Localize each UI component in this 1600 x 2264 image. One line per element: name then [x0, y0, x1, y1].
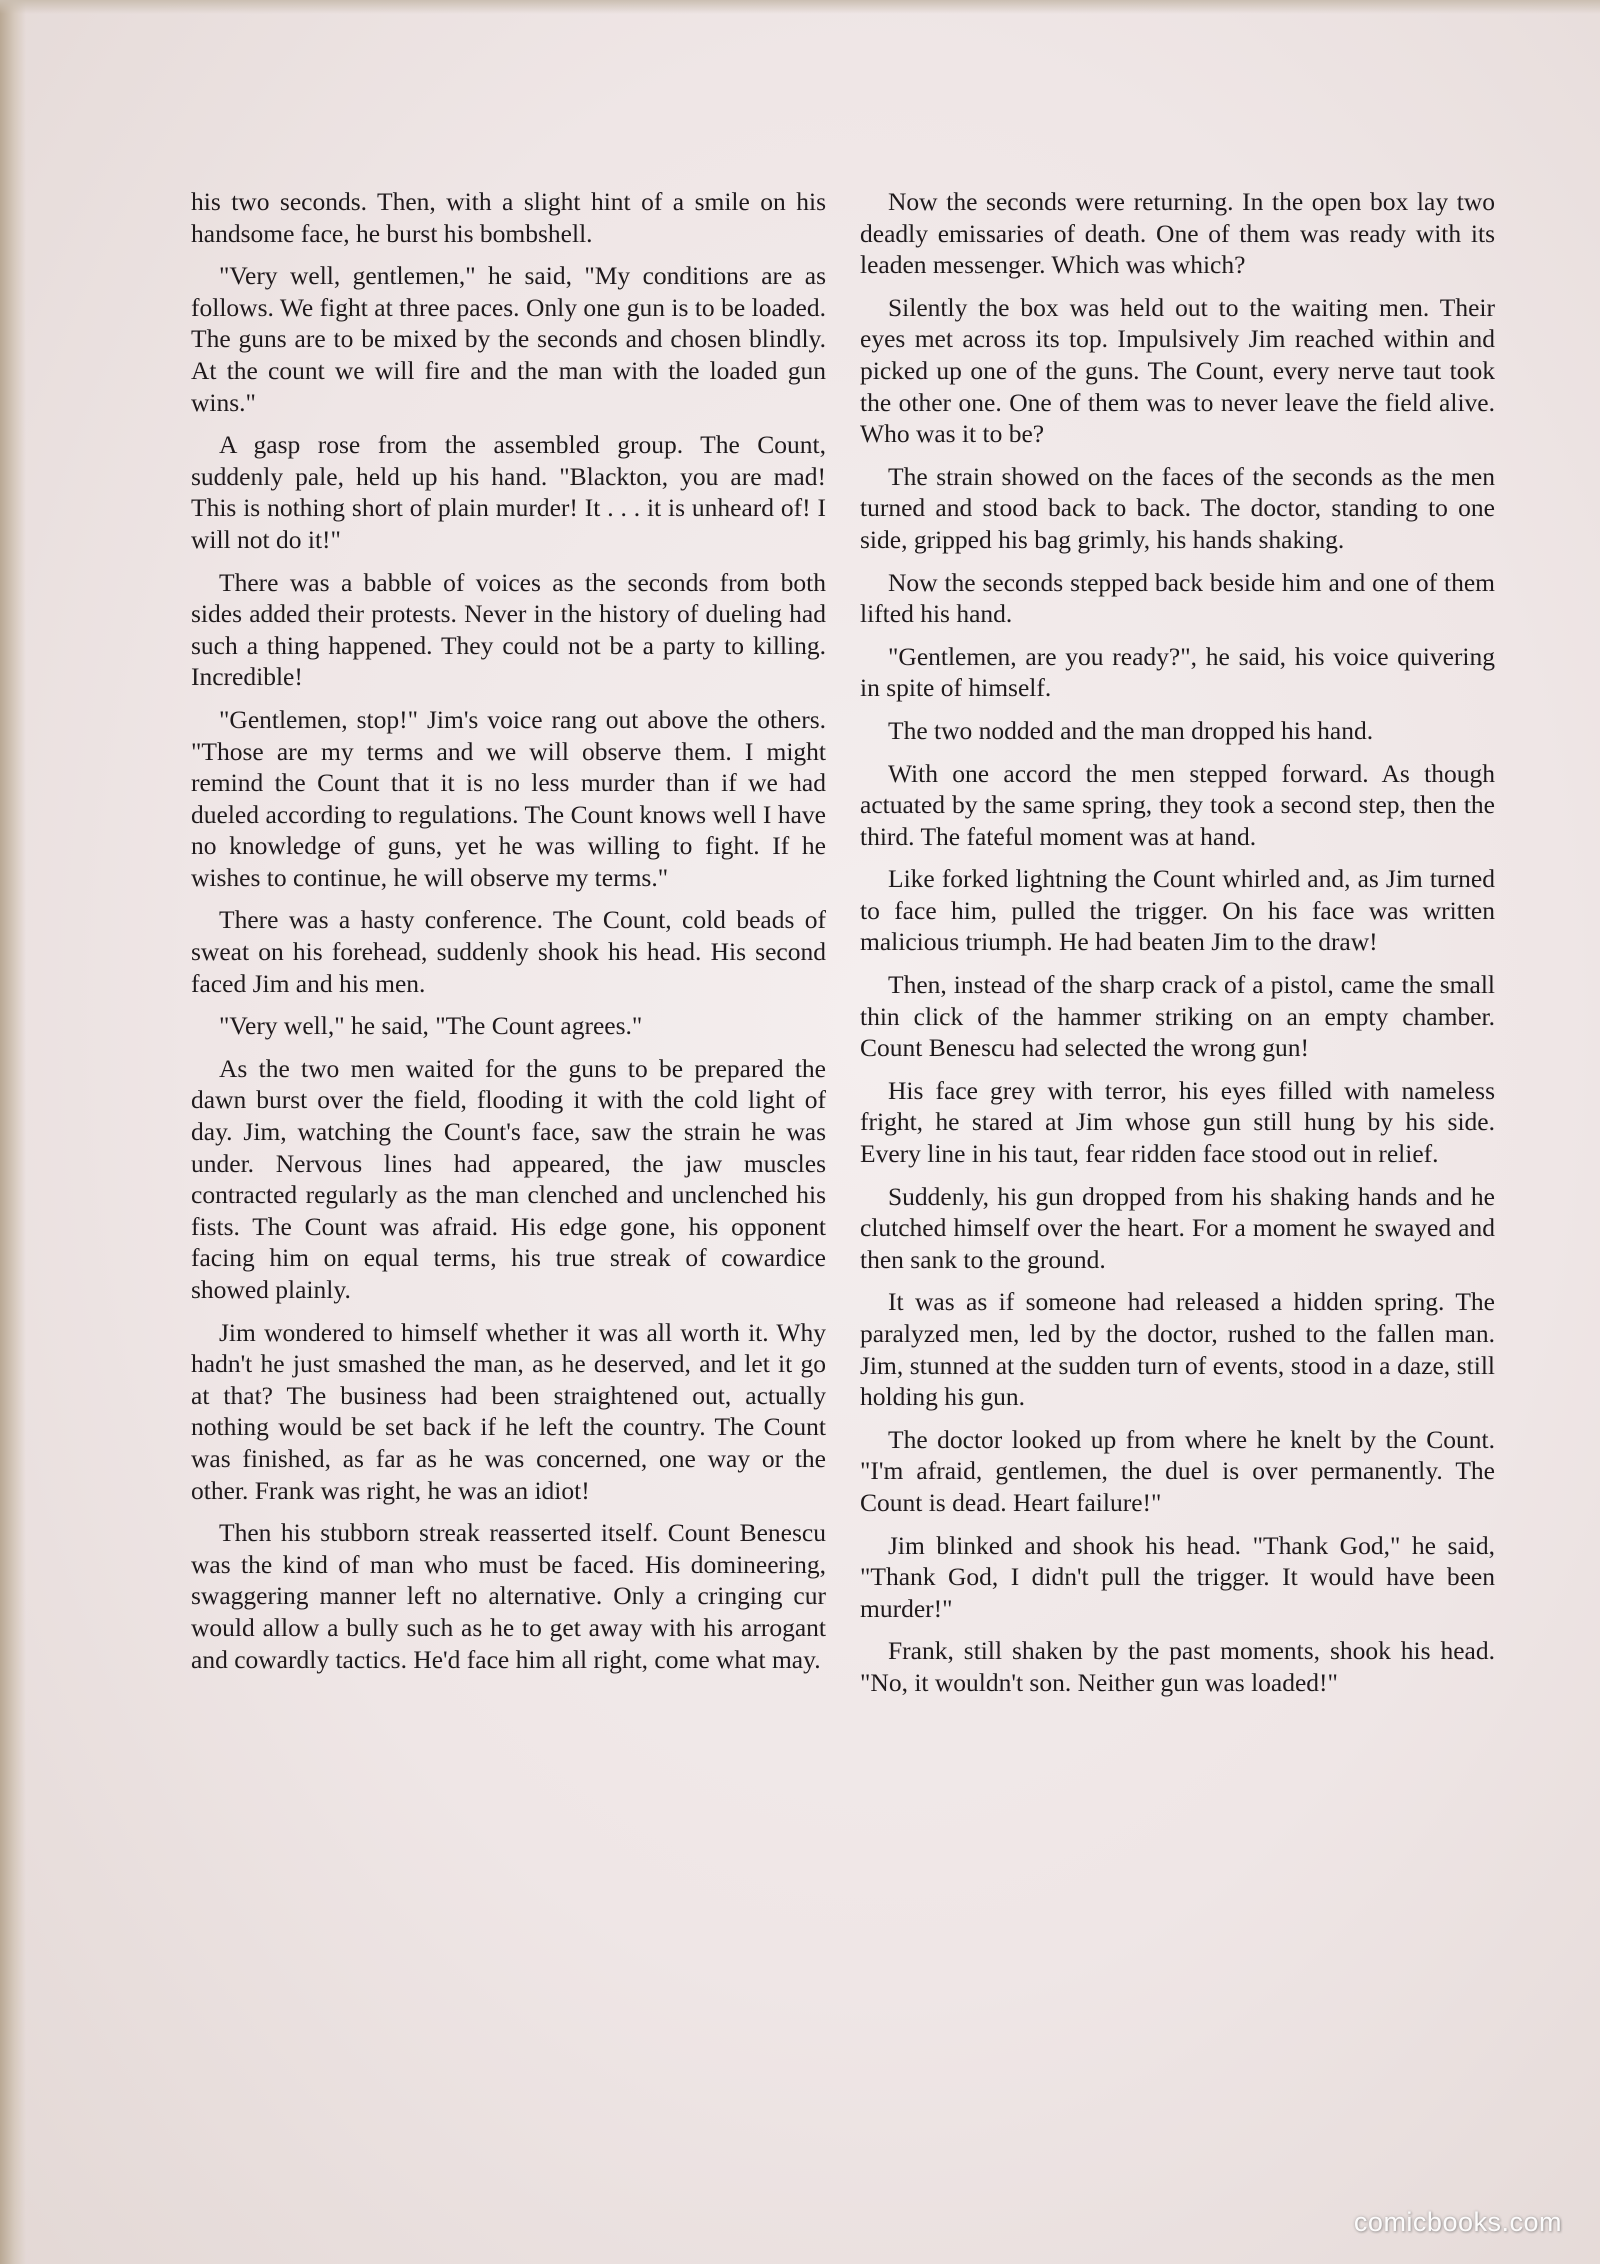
paragraph: There was a babble of voices as the seconds from both sides added their protests. Never in the history of dueling had such a thing happened. They could not be a party to killing. Incredible!: [191, 567, 826, 692]
paragraph: "Very well," he said, "The Count agrees.": [219, 1011, 643, 1041]
paragraph: Then, instead of the sharp crack of a pistol, came the small thin click of the hammer striking on an empty chamber. Count Benescu had selected the wrong gun!: [860, 970, 1495, 1063]
paragraph: The two nodded and the man dropped his hand.: [888, 715, 1374, 745]
paragraph: With one accord the men stepped forward. As though actuated by the same spring, they took a second step, then the third. The fateful moment was at hand.: [860, 758, 1495, 851]
right-text-column: [860, 186, 1495, 1710]
paragraph: It was as if someone had released a hidden spring. The paralyzed men, led by the doctor, rushed to the fallen man. Jim, stunned at the sudden turn of events, stood in a daze, still holding his gun.: [860, 1287, 1495, 1412]
paragraph: Now the seconds were returning. In the open box lay two deadly emissaries of death. One of them was ready with its leaden messenger. Which was which?: [860, 187, 1495, 280]
page-left-edge: [0, 0, 26, 2264]
paragraph: "Very well, gentlemen," he said, "My conditions are as follows. We fight at three paces. Only one gun is to be loaded. The guns are to be mixed by the seconds and chosen blindly. At the count we will fire and the man with the loaded gun wins.": [191, 261, 826, 417]
paragraph: There was a hasty conference. The Count, cold beads of sweat on his forehead, suddenly shook his head. His second faced Jim and his men.: [191, 905, 826, 998]
paragraph: A gasp rose from the assembled group. The Count, suddenly pale, held up his hand. "Blackton, you are mad! This is nothing short of plain murder! It . . . it is unheard of! I will not do it!": [191, 430, 826, 554]
paragraph: As the two men waited for the guns to be prepared the dawn burst over the field, flooding it with the cold light of day. Jim, watching the Count's face, saw the strain he was under. Nervous lines had appeared, the jaw muscles contracted regularly as the man clenched and unclenched his fists. The Count was afraid. His edge gone, his opponent facing him on equal terms, his true streak of cowardice showed plainly.: [191, 1053, 826, 1304]
paragraph: The doctor looked up from where he knelt by the Count. "I'm afraid, gentlemen, the duel is over permanently. The Count is dead. Heart failure!": [860, 1424, 1495, 1517]
paragraph: Now the seconds stepped back beside him and one of them lifted his hand.: [860, 567, 1495, 629]
left-text-column: [191, 186, 826, 1686]
paragraph: Suddenly, his gun dropped from his shaking hands and he clutched himself over the heart. For a moment he swayed and then sank to the ground.: [860, 1181, 1495, 1274]
paragraph: The strain showed on the faces of the seconds as the men turned and stood back to back. The doctor, standing to one side, gripped his bag grimly, his hands shaking.: [860, 461, 1495, 554]
paragraph: Frank, still shaken by the past moments, shook his head. "No, it wouldn't son. Neither gun was loaded!": [860, 1636, 1495, 1697]
paragraph: "Gentlemen, are you ready?", he said, his voice quivering in spite of himself.: [860, 641, 1495, 703]
paragraph: his two seconds. Then, with a slight hint of a smile on his handsome face, he burst his bombshell.: [191, 187, 826, 248]
paragraph: Then his stubborn streak reasserted itself. Count Benescu was the kind of man who must be faced. His domineering, swaggering manner left no alternative. Only a cringing cur would allow a bully such as he to get away with his arrogant and cowardly tactics. He'd face him all right, come what may.: [191, 1518, 826, 1674]
site-watermark: comicbooks.com: [1353, 2207, 1562, 2237]
paragraph: Jim blinked and shook his head. "Thank God," he said, "Thank God, I didn't pull the trigger. It would have been murder!": [860, 1530, 1495, 1623]
paragraph: Silently the box was held out to the waiting men. Their eyes met across its top. Impulsively Jim reached within and picked up one of the guns. The Count, every nerve taut took the other one. One of them was to never leave the field alive. Who was it to be?: [860, 292, 1495, 449]
paragraph: "Gentlemen, stop!" Jim's voice rang out above the others. "Those are my terms and we will observe them. I might remind the Count that it is no less murder than if we had dueled according to regulations. The Count knows well I have no knowledge of guns, yet he was willing to fight. If he wishes to continue, he will observe my terms.": [191, 704, 826, 892]
paragraph: Like forked lightning the Count whirled and, as Jim turned to face him, pulled the trigger. On his face was written malicious triumph. He had beaten Jim to the draw!: [860, 864, 1495, 957]
paragraph: Jim wondered to himself whether it was all worth it. Why hadn't he just smashed the man, as he deserved, and let it go at that? The business had been straightened out, actually nothing would be set back if he left the country. The Count was finished, as far as he was concerned, one way or the other. Frank was right, he was an idiot!: [191, 1317, 826, 1505]
paragraph: His face grey with terror, his eyes filled with nameless fright, he stared at Jim whose gun still hung by his side. Every line in his taut, fear ridden face stood out in relief.: [860, 1075, 1495, 1169]
page-top-edge: [0, 0, 1600, 14]
